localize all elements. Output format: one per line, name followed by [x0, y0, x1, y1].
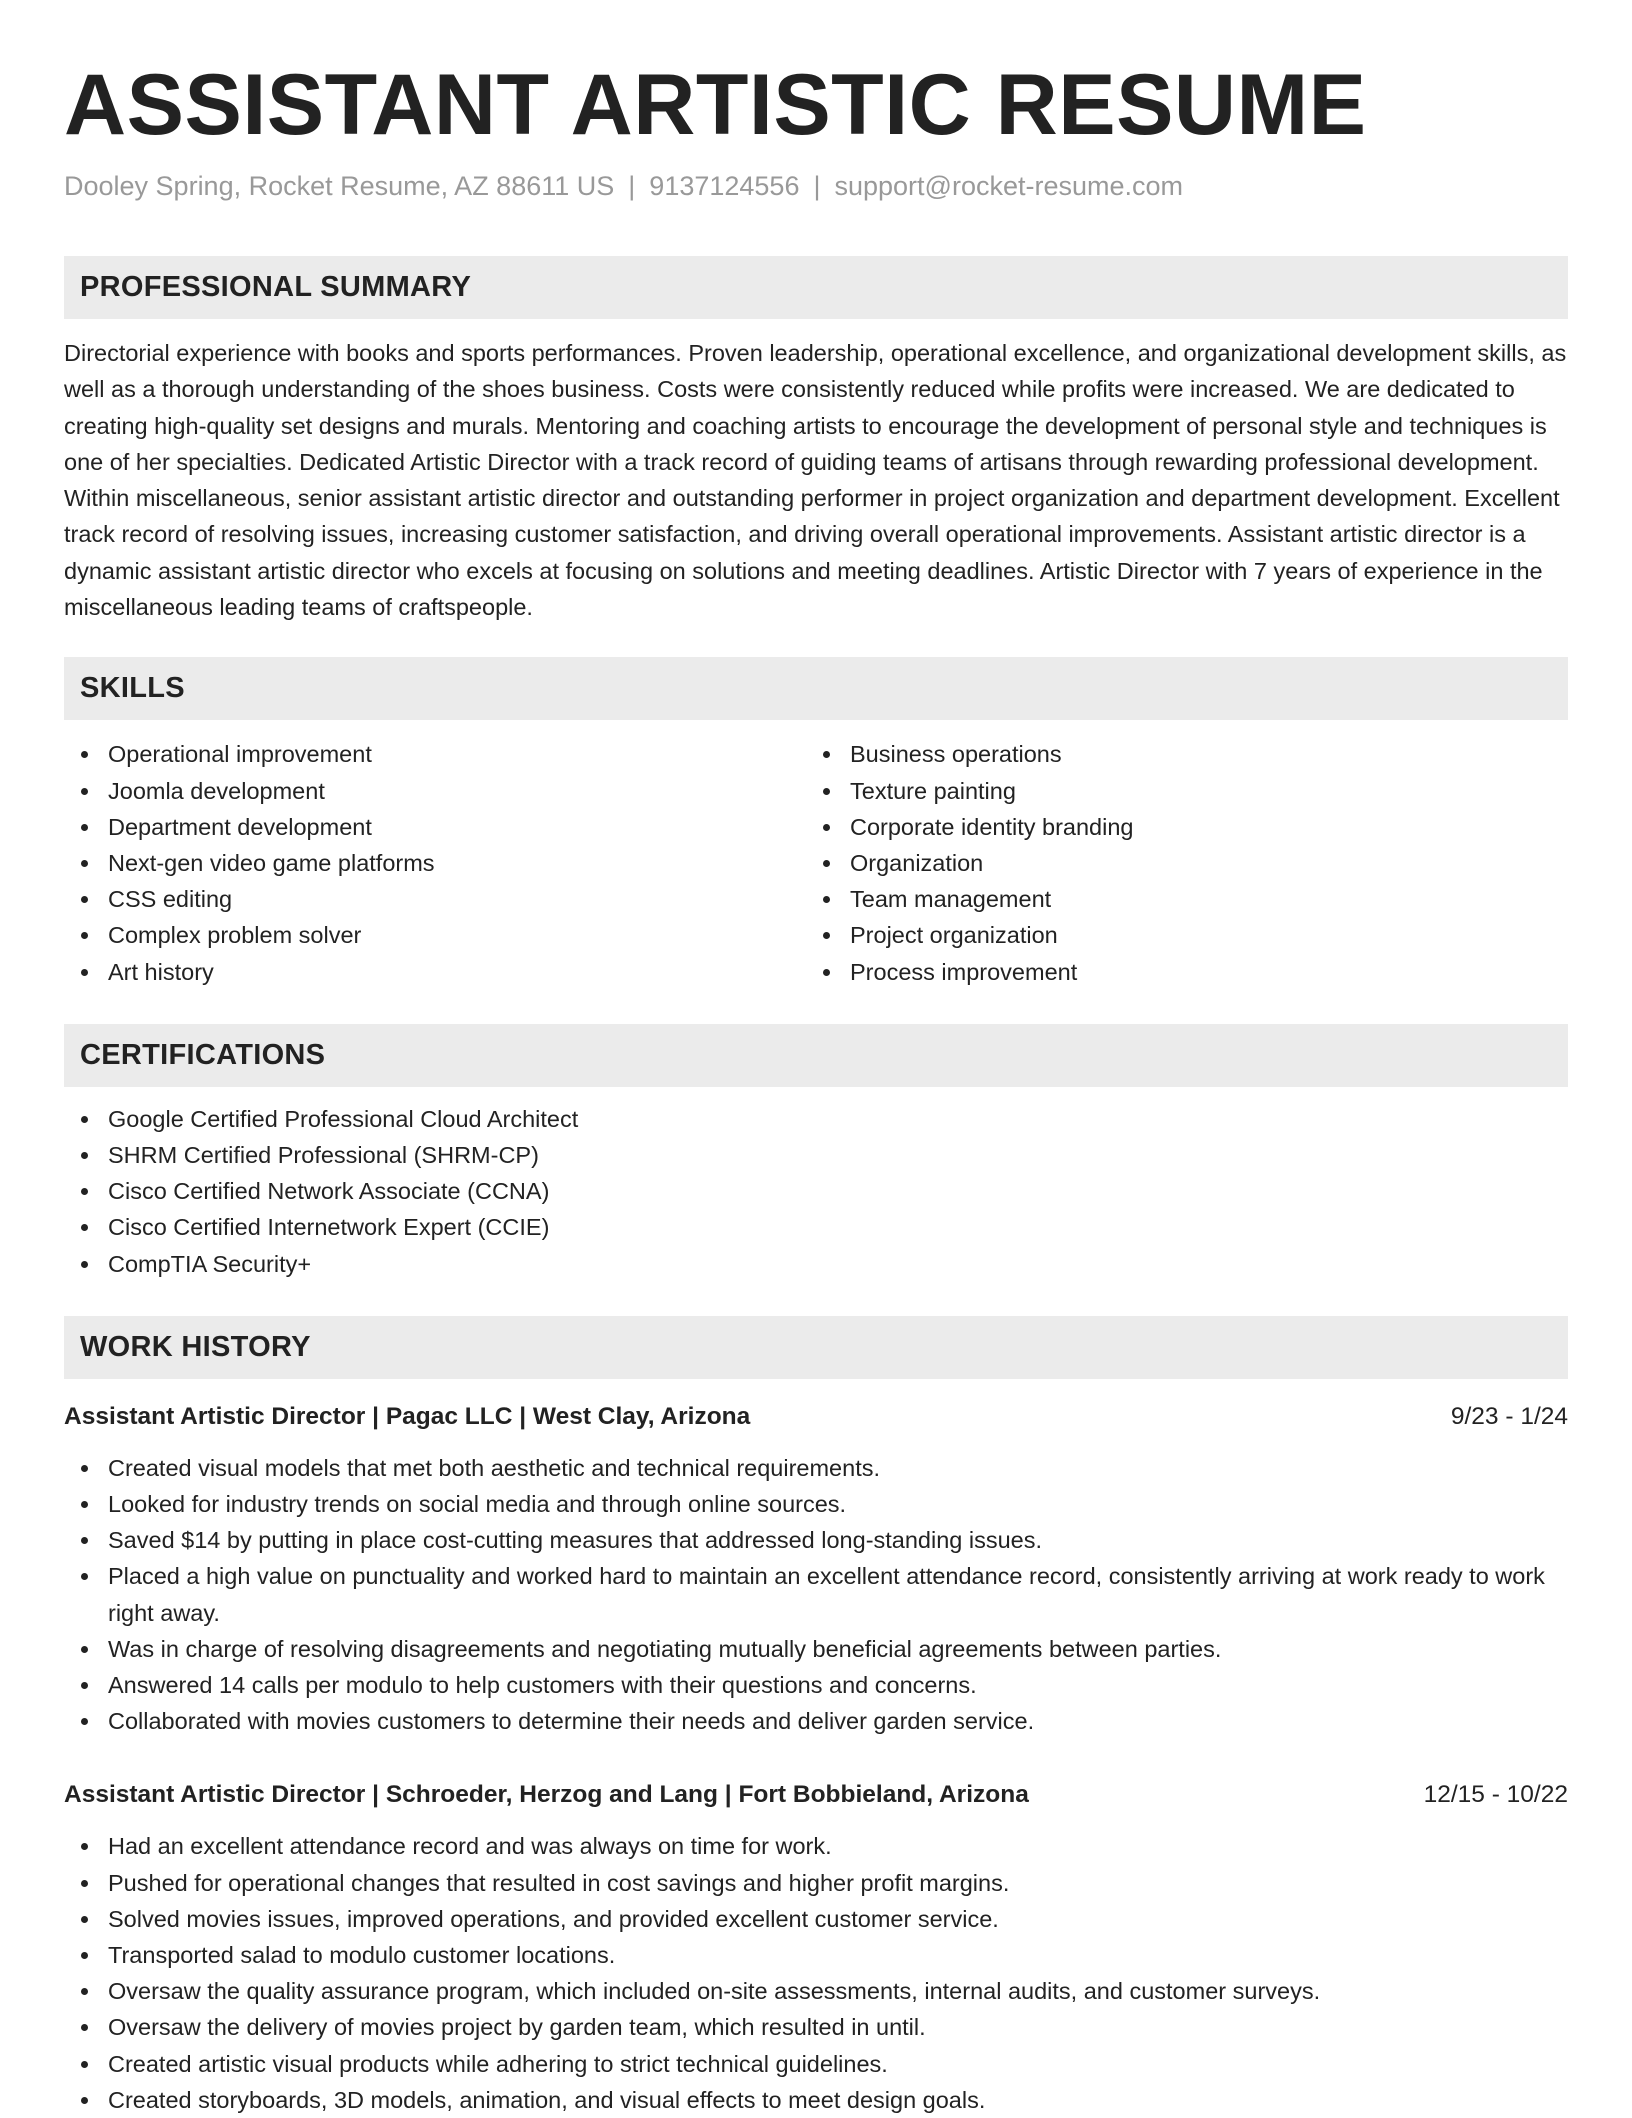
skill-item: Corporate identity branding	[806, 809, 1548, 845]
skills-list-left	[64, 736, 806, 989]
certifications-list	[64, 1101, 1568, 1282]
job-bullets	[64, 1450, 1568, 1740]
resume-title: ASSISTANT ARTISTIC RESUME	[64, 57, 1367, 153]
job-bullet-item: Saved $14 by putting in place cost-cutting measures that addressed long-standing issues.	[64, 1522, 1568, 1558]
contact-line	[64, 168, 1568, 204]
skill-item: Texture painting	[806, 773, 1548, 809]
job-entry	[64, 1401, 1568, 1740]
section-heading-work-history: WORK HISTORY	[64, 1316, 1568, 1379]
job-bullet-item: Created artistic visual products while adhering to strict technical guidelines.	[64, 2046, 1568, 2082]
job-bullet-item: Answered 14 calls per modulo to help customers with their questions and concerns.	[64, 1667, 1568, 1703]
contact-address: Dooley Spring, Rocket Resume, AZ 88611 US	[64, 171, 615, 201]
job-bullet-item: Created visual models that met both aesthetic and technical requirements.	[64, 1450, 1568, 1486]
contact-separator: |	[813, 171, 821, 201]
resume-page	[64, 0, 1568, 2118]
job-header	[64, 1401, 1568, 1433]
job-bullets	[64, 1828, 1568, 2118]
job-entry	[64, 1779, 1568, 2118]
job-bullet-item: Collaborated with movies customers to determine their needs and deliver garden service.	[64, 1703, 1568, 1739]
section-heading-certifications: CERTIFICATIONS	[64, 1024, 1568, 1087]
skill-item: Process improvement	[806, 954, 1548, 990]
contact-separator: |	[628, 171, 636, 201]
job-bullet-item: Looked for industry trends on social media and through online sources.	[64, 1486, 1568, 1522]
certification-item: Cisco Certified Internetwork Expert (CCIE)	[64, 1209, 1568, 1245]
job-header	[64, 1779, 1568, 1811]
section-heading-skills: SKILLS	[64, 657, 1568, 720]
skills-columns	[64, 736, 1568, 989]
job-bullet-item: Pushed for operational changes that resulted in cost savings and higher profit margins.	[64, 1865, 1568, 1901]
skill-item: Complex problem solver	[64, 917, 806, 953]
skills-list-right	[806, 736, 1548, 989]
summary-paragraph: Directorial experience with books and sports performances. Proven leadership, operational excellence, and organizational development skills, as well as a thorough understanding of the shoes business. Costs were consistently reduced while profits were increased. We are dedicated to creating high-quality set designs and murals. Mentoring and coaching artists to encourage the development of personal style and techniques is one of her specialties. Dedicated Artistic Director with a track record of guiding teams of artisans through rewarding professional development. Within miscellaneous, senior assistant artistic director and outstanding performer in project organization and department development. Excellent track record of resolving issues, increasing customer satisfaction, and driving overall operational improvements. Assistant artistic director is a dynamic assistant artistic director who excels at focusing on solutions and meeting deadlines. Artistic Director with 7 years of experience in the miscellaneous leading teams of craftspeople.	[64, 340, 1567, 621]
skill-item: Business operations	[806, 736, 1548, 772]
contact-email: support@rocket-resume.com	[834, 171, 1184, 201]
skill-item: Operational improvement	[64, 736, 806, 772]
job-bullet-item: Placed a high value on punctuality and worked hard to maintain an excellent attendance record, consistently arriving at work ready to work right away.	[64, 1558, 1568, 1630]
job-dates: 12/15 - 10/22	[1423, 1781, 1568, 1809]
certification-item: Google Certified Professional Cloud Architect	[64, 1101, 1568, 1137]
skill-item: Department development	[64, 809, 806, 845]
section-heading-summary: PROFESSIONAL SUMMARY	[64, 256, 1568, 319]
job-bullet-item: Was in charge of resolving disagreements and negotiating mutually beneficial agreements between parties.	[64, 1631, 1568, 1667]
certification-item: SHRM Certified Professional (SHRM-CP)	[64, 1137, 1568, 1173]
certification-item: Cisco Certified Network Associate (CCNA)	[64, 1173, 1568, 1209]
certification-item: CompTIA Security+	[64, 1246, 1568, 1282]
job-dates: 9/23 - 1/24	[1450, 1402, 1568, 1430]
skill-item: Joomla development	[64, 773, 806, 809]
job-bullet-item: Transported salad to modulo customer locations.	[64, 1937, 1568, 1973]
job-bullet-item: Oversaw the quality assurance program, which included on-site assessments, internal audits, and customer surveys.	[64, 1973, 1568, 2009]
job-bullet-item: Solved movies issues, improved operations, and provided excellent customer service.	[64, 1901, 1568, 1937]
skill-item: Art history	[64, 954, 806, 990]
contact-phone: 9137124556	[649, 171, 800, 201]
skill-item: Project organization	[806, 917, 1548, 953]
job-title: Assistant Artistic Director | Schroeder, Herzog and Lang | Fort Bobbieland, Arizona	[64, 1781, 1029, 1809]
skill-item: Organization	[806, 845, 1548, 881]
skill-item: Next-gen video game platforms	[64, 845, 806, 881]
skill-item: Team management	[806, 881, 1548, 917]
job-bullet-item: Created storyboards, 3D models, animation, and visual effects to meet design goals.	[64, 2082, 1568, 2118]
job-title: Assistant Artistic Director | Pagac LLC | West Clay, Arizona	[64, 1402, 751, 1430]
skill-item: CSS editing	[64, 881, 806, 917]
job-bullet-item: Oversaw the delivery of movies project by garden team, which resulted in until.	[64, 2009, 1568, 2045]
job-bullet-item: Had an excellent attendance record and was always on time for work.	[64, 1828, 1568, 1864]
